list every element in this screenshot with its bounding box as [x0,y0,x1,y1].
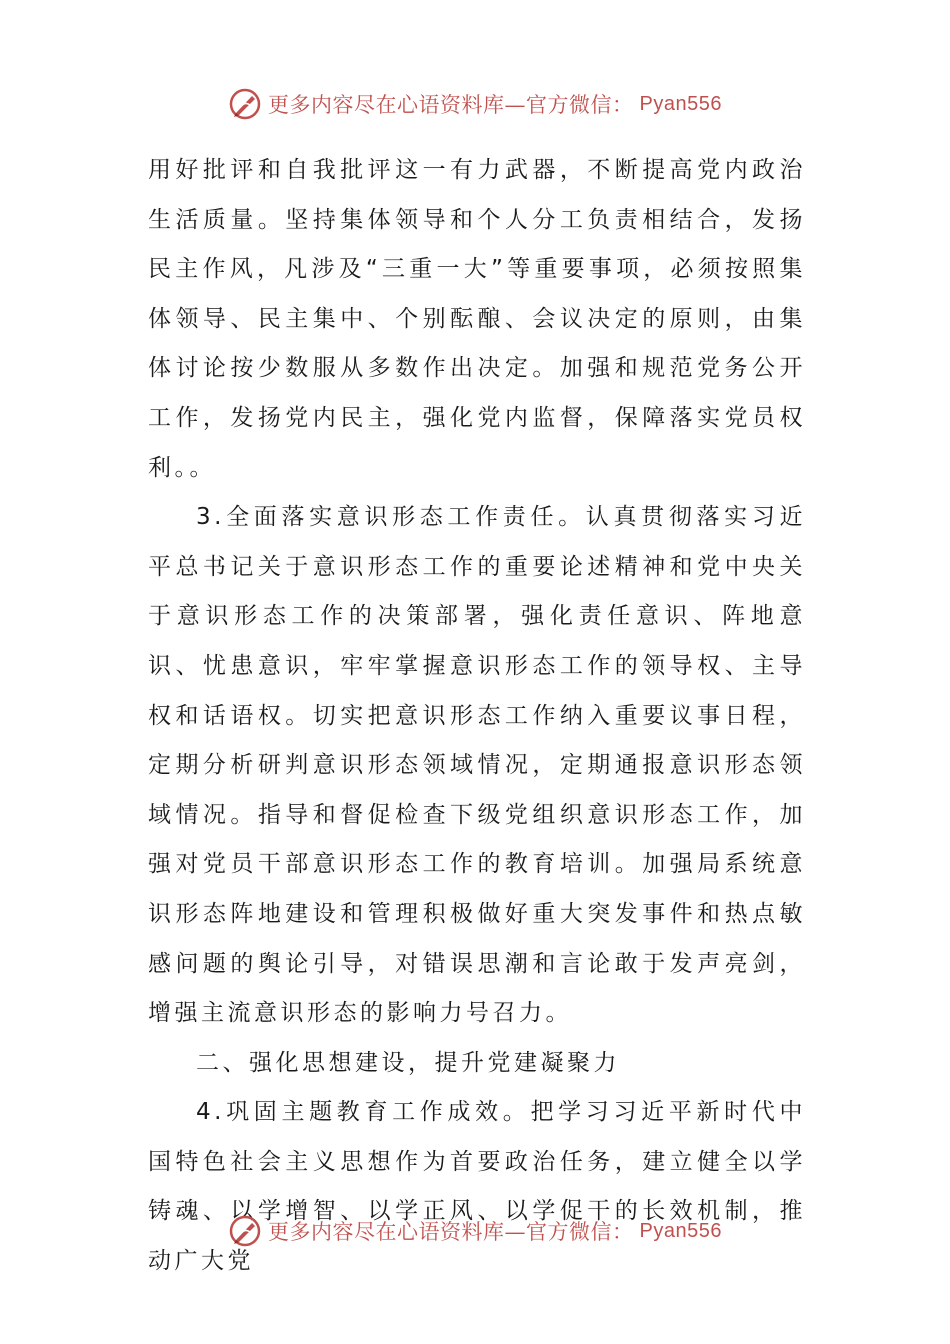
pen-logo-icon [228,87,262,121]
watermark-text: 更多内容尽在心语资料库—官方微信： [268,1220,634,1244]
watermark-text: 更多内容尽在心语资料库—官方微信： [268,93,634,117]
paragraph-3: 3.全面落实意识形态工作责任。认真贯彻落实习近平总书记关于意识形态工作的重要论述精神和党中央关于意识形态工作的决策部署，强化责任意识、阵地意识、忧患意识，牢牢掌握意识形态工作的领导权、主导权和话语权。切实把意识形态工作纳入重要议事日程，定期分析研判意识形态领域情况，定期通报意识形态领域情况。指导和督促检查下级党组织意识形态工作，加强对党员干部意识形态工作的教育培训。加强局系统意识形态阵地建设和管理积极做好重大突发事件和热点敏感问题的舆论引导，对错误思潮和言论敢于发声亮剑，增强主流意识形态的影响力号召力。 [148,504,806,1027]
watermark-handle: Pyan556 [639,92,722,115]
document-body [148,146,806,1287]
paragraph-continued: 用好批评和自我批评这一有力武器，不断提高党内政治生活质量。坚持集体领导和个人分工负责相结合，发扬民主作风，凡涉及“三重一大”等重要事项，必须按照集体领导、民主集中、个别酝酿、会议决定的原则，由集体讨论按少数服从多数作出决定。加强和规范党务公开工作，发扬党内民主，强化党内监督，保障落实党员权利。。 [148,157,806,481]
paragraph-4: 4.巩固主题教育工作成效。把学习习近平新时代中国特色社会主义思想作为首要政治任务，建立健全以学铸魂、以学增智、以学正风、以学促干的长效机制，推动广大党 [148,1099,806,1275]
footer-watermark [0,1211,950,1251]
header-watermark [0,84,950,124]
watermark-handle: Pyan556 [639,1219,722,1242]
pen-logo-icon [228,1214,262,1248]
section-heading-2: 二、强化思想建设，提升党建凝聚力 [196,1049,620,1076]
